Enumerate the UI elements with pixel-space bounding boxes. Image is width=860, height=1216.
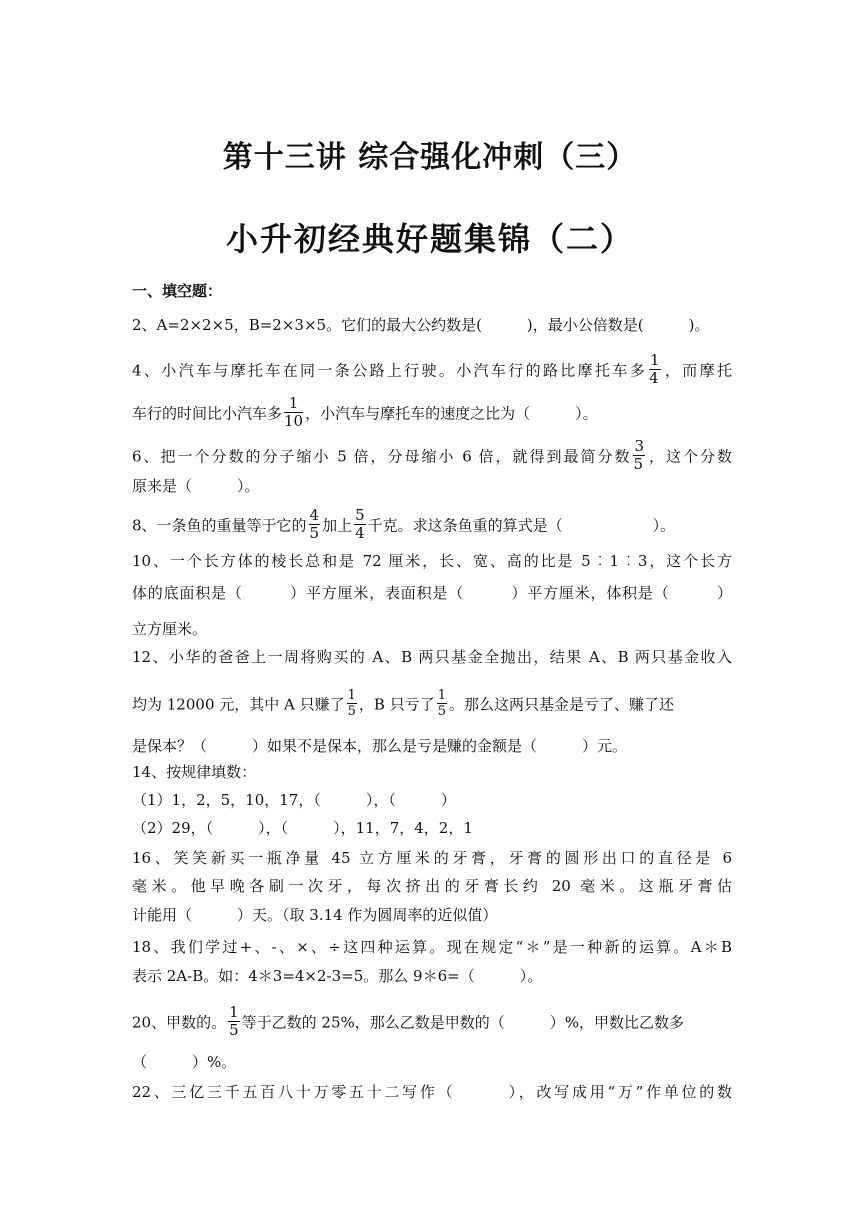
question-4-line-1: 4、小汽车与摩托车在同一条公路上行驶。小汽车行的路比摩托车多 $\frac{1}{4}$ ，而摩托 bbox=[132, 351, 732, 387]
question-14-line-1: 14、按规律填数： bbox=[132, 763, 257, 781]
page-subtitle: 小升初经典好题集锦（二） bbox=[225, 220, 634, 258]
question-20-line-1: 20、甲数的。 $\frac{1}{5}$ 等于乙数的 25%，那么乙数是甲数的（ ）%，甲数比乙数多 bbox=[132, 1003, 685, 1039]
question-16-line-2: 毫米。他早晚各刷一次牙，每次挤出的牙膏长约 20 毫米。这瓶牙膏估 bbox=[132, 877, 732, 895]
question-6-line-2: 原来是（ ）。 bbox=[132, 477, 260, 495]
question-4-line-2: 车行的时间比小汽车多 $\frac{1}{10}$ ，小汽车与摩托车的速度之比为（ ）。 bbox=[132, 394, 598, 430]
question-10-line-3: 立方厘米。 bbox=[132, 620, 208, 638]
question-10-line-1: 10、一个长方体的棱长总和是 72 厘米，长、宽、高的比是 5︰1︰3，这个长方 bbox=[132, 552, 732, 570]
fraction: $\frac{1}{5}$ bbox=[347, 688, 356, 719]
fraction: $\frac{1}{10}$ bbox=[284, 394, 304, 430]
question-22: 22、三亿三千五百八十万零五十二写作（ ），改写成用“万”作单位的数 bbox=[132, 1083, 732, 1101]
question-16-line-1: 16、笑笑新买一瓶净量 45 立方厘米的牙膏，牙膏的圆形出口的直径是 6 bbox=[132, 849, 732, 867]
question-20-line-2: （ ）%。 bbox=[132, 1053, 237, 1071]
section-heading: 一、填空题： bbox=[132, 282, 223, 300]
fraction: $\frac{5}{4}$ bbox=[355, 506, 365, 542]
fraction: $\frac{4}{5}$ bbox=[309, 506, 320, 542]
question-12-line-1: 12、小华的爸爸上一周将购买的 A、B 两只基金全抛出，结果 A、B 两只基金收入 bbox=[132, 648, 732, 666]
question-12-line-2: 均为 12000 元，其中 A 只赚了 $\frac{1}{5}$ ，B 只亏了 $\frac{1}{5}$ 。那么这两只基金是亏了、赚了还 bbox=[132, 688, 674, 719]
question-10-line-2: 体的底面积是（ ）平方厘米，表面积是（ ）平方厘米，体积是（ ） bbox=[132, 584, 732, 602]
fraction: $\frac{3}{5}$ bbox=[633, 437, 645, 473]
fraction: $\frac{1}{4}$ bbox=[649, 351, 660, 387]
question-18-line-2: 表示 2A-B。如：4＊3=4×2-3=5。那么 9＊6=（ ）。 bbox=[132, 967, 543, 985]
question-18-line-1: 18、我们学过+、-、×、÷这四种运算。现在规定“＊”是一种新的运算。A＊B bbox=[132, 938, 732, 956]
question-6-line-1: 6、把一个分数的分子缩小 5 倍，分母缩小 6 倍，就得到最简分数 $\frac{3}{5}$ ，这个分数 bbox=[132, 437, 732, 473]
question-14-line-3: （2）29，（ ），（ ），11，7，4，2，1 bbox=[132, 819, 473, 837]
question-2: 2、A=2×2×5，B=2×3×5。它们的最大公约数是( )，最小公倍数是( )。 bbox=[132, 316, 710, 334]
question-16-line-3: 计能用（ ）天。（取 3.14 作为圆周率的近似值） bbox=[132, 906, 498, 924]
question-14-line-2: （1）1，2，5，10，17，（ ），（ ） bbox=[132, 791, 456, 809]
fraction: $\frac{1}{5}$ bbox=[437, 688, 446, 719]
question-8: 8、一条鱼的重量等于它的 $\frac{4}{5}$ 加上 $\frac{5}{4}$ 千克。求这条鱼重的算式是（ ）。 bbox=[132, 506, 676, 542]
question-12-line-3: 是保本？（ ）如果不是保本，那么是亏是赚的金额是（ ）元。 bbox=[132, 737, 628, 755]
fraction: $\frac{1}{5}$ bbox=[229, 1003, 239, 1039]
page-title: 第十三讲 综合强化冲刺（三） bbox=[222, 140, 638, 175]
